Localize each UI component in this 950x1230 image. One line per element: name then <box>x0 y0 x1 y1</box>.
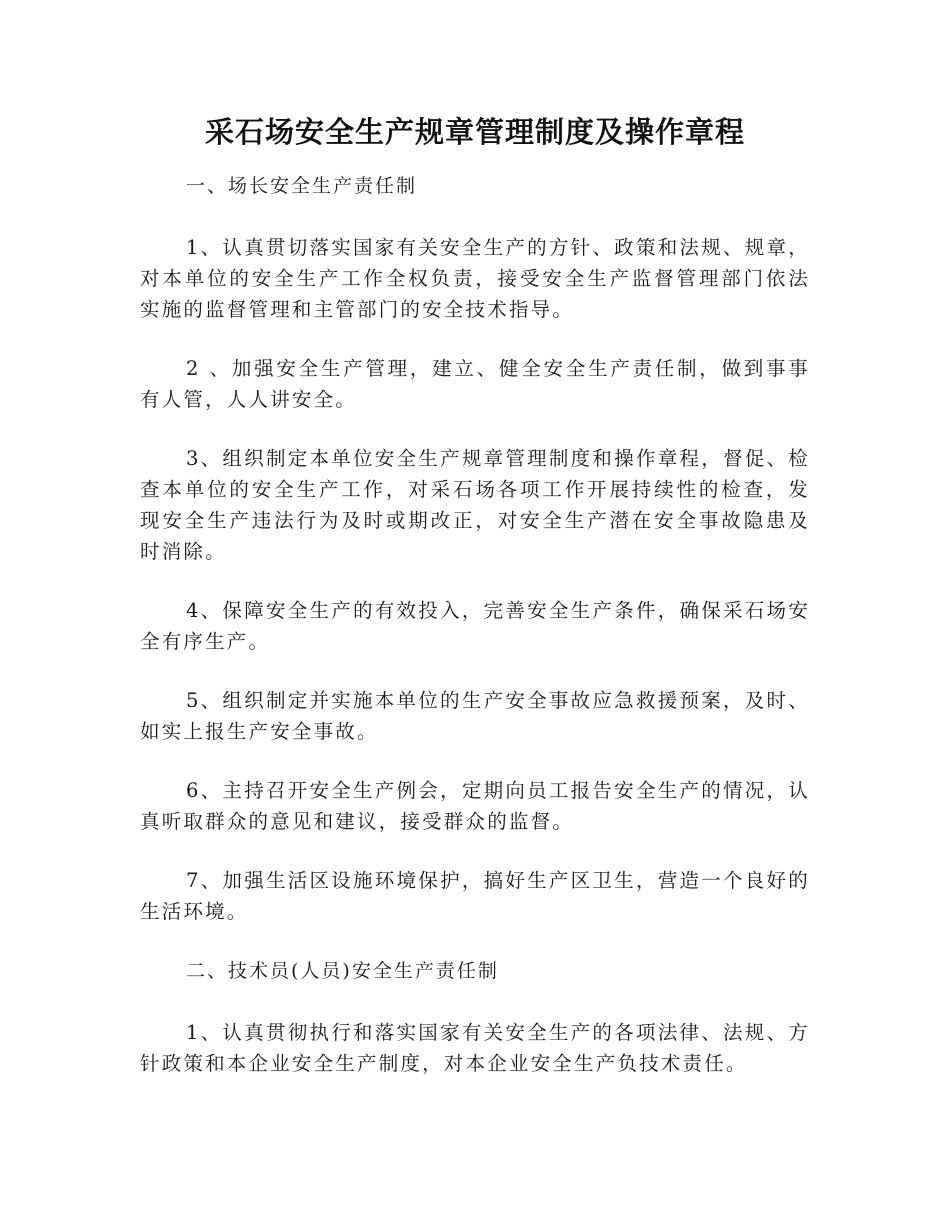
paragraph: 1、认真贯切落实国家有关安全生产的方针、政策和法规、规章，对本单位的安全生产工作全权负责，接受安全生产监督管理部门依法实施的监督管理和主管部门的安全技术指导。 <box>140 236 810 321</box>
section-heading: 二、技术员(人员)安全生产责任制 <box>186 960 499 982</box>
document-title: 采石场安全生产规章管理制度及操作章程 <box>204 115 745 149</box>
paragraph: 5、组织制定并实施本单位的生产安全事故应急救援预案，及时、如实上报生产安全事故。 <box>140 689 810 743</box>
paragraph: 1、认真贯彻执行和落实国家有关安全生产的各项法律、法规、方针政策和本企业安全生产制度，对本企业安全生产负技术责任。 <box>140 1021 810 1075</box>
paragraph: 2 、加强安全生产管理，建立、健全安全生产责任制，做到事事有人管，人人讲安全。 <box>140 357 810 411</box>
section-2 <box>140 955 810 1079</box>
paragraph: 6、主持召开安全生产例会，定期向员工报告安全生产的情况，认真听取群众的意见和建议，接受群众的监督。 <box>140 779 810 833</box>
paragraph: 7、加强生活区设施环境保护，搞好生产区卫生，营造一个良好的生活环境。 <box>140 869 810 923</box>
section-heading: 一、场长安全生产责任制 <box>186 175 418 197</box>
paragraph: 3、组织制定本单位安全生产规章管理制度和操作章程，督促、检查本单位的安全生产工作，对采石场各项工作开展持续性的检查，发现安全生产违法行为及时或期改正，对安全生产潜在安全事故隐患及时消除。 <box>140 447 810 563</box>
section-1 <box>140 170 810 927</box>
paragraph: 4、保障安全生产的有效投入，完善安全生产条件，确保采石场安全有序生产。 <box>140 599 810 653</box>
